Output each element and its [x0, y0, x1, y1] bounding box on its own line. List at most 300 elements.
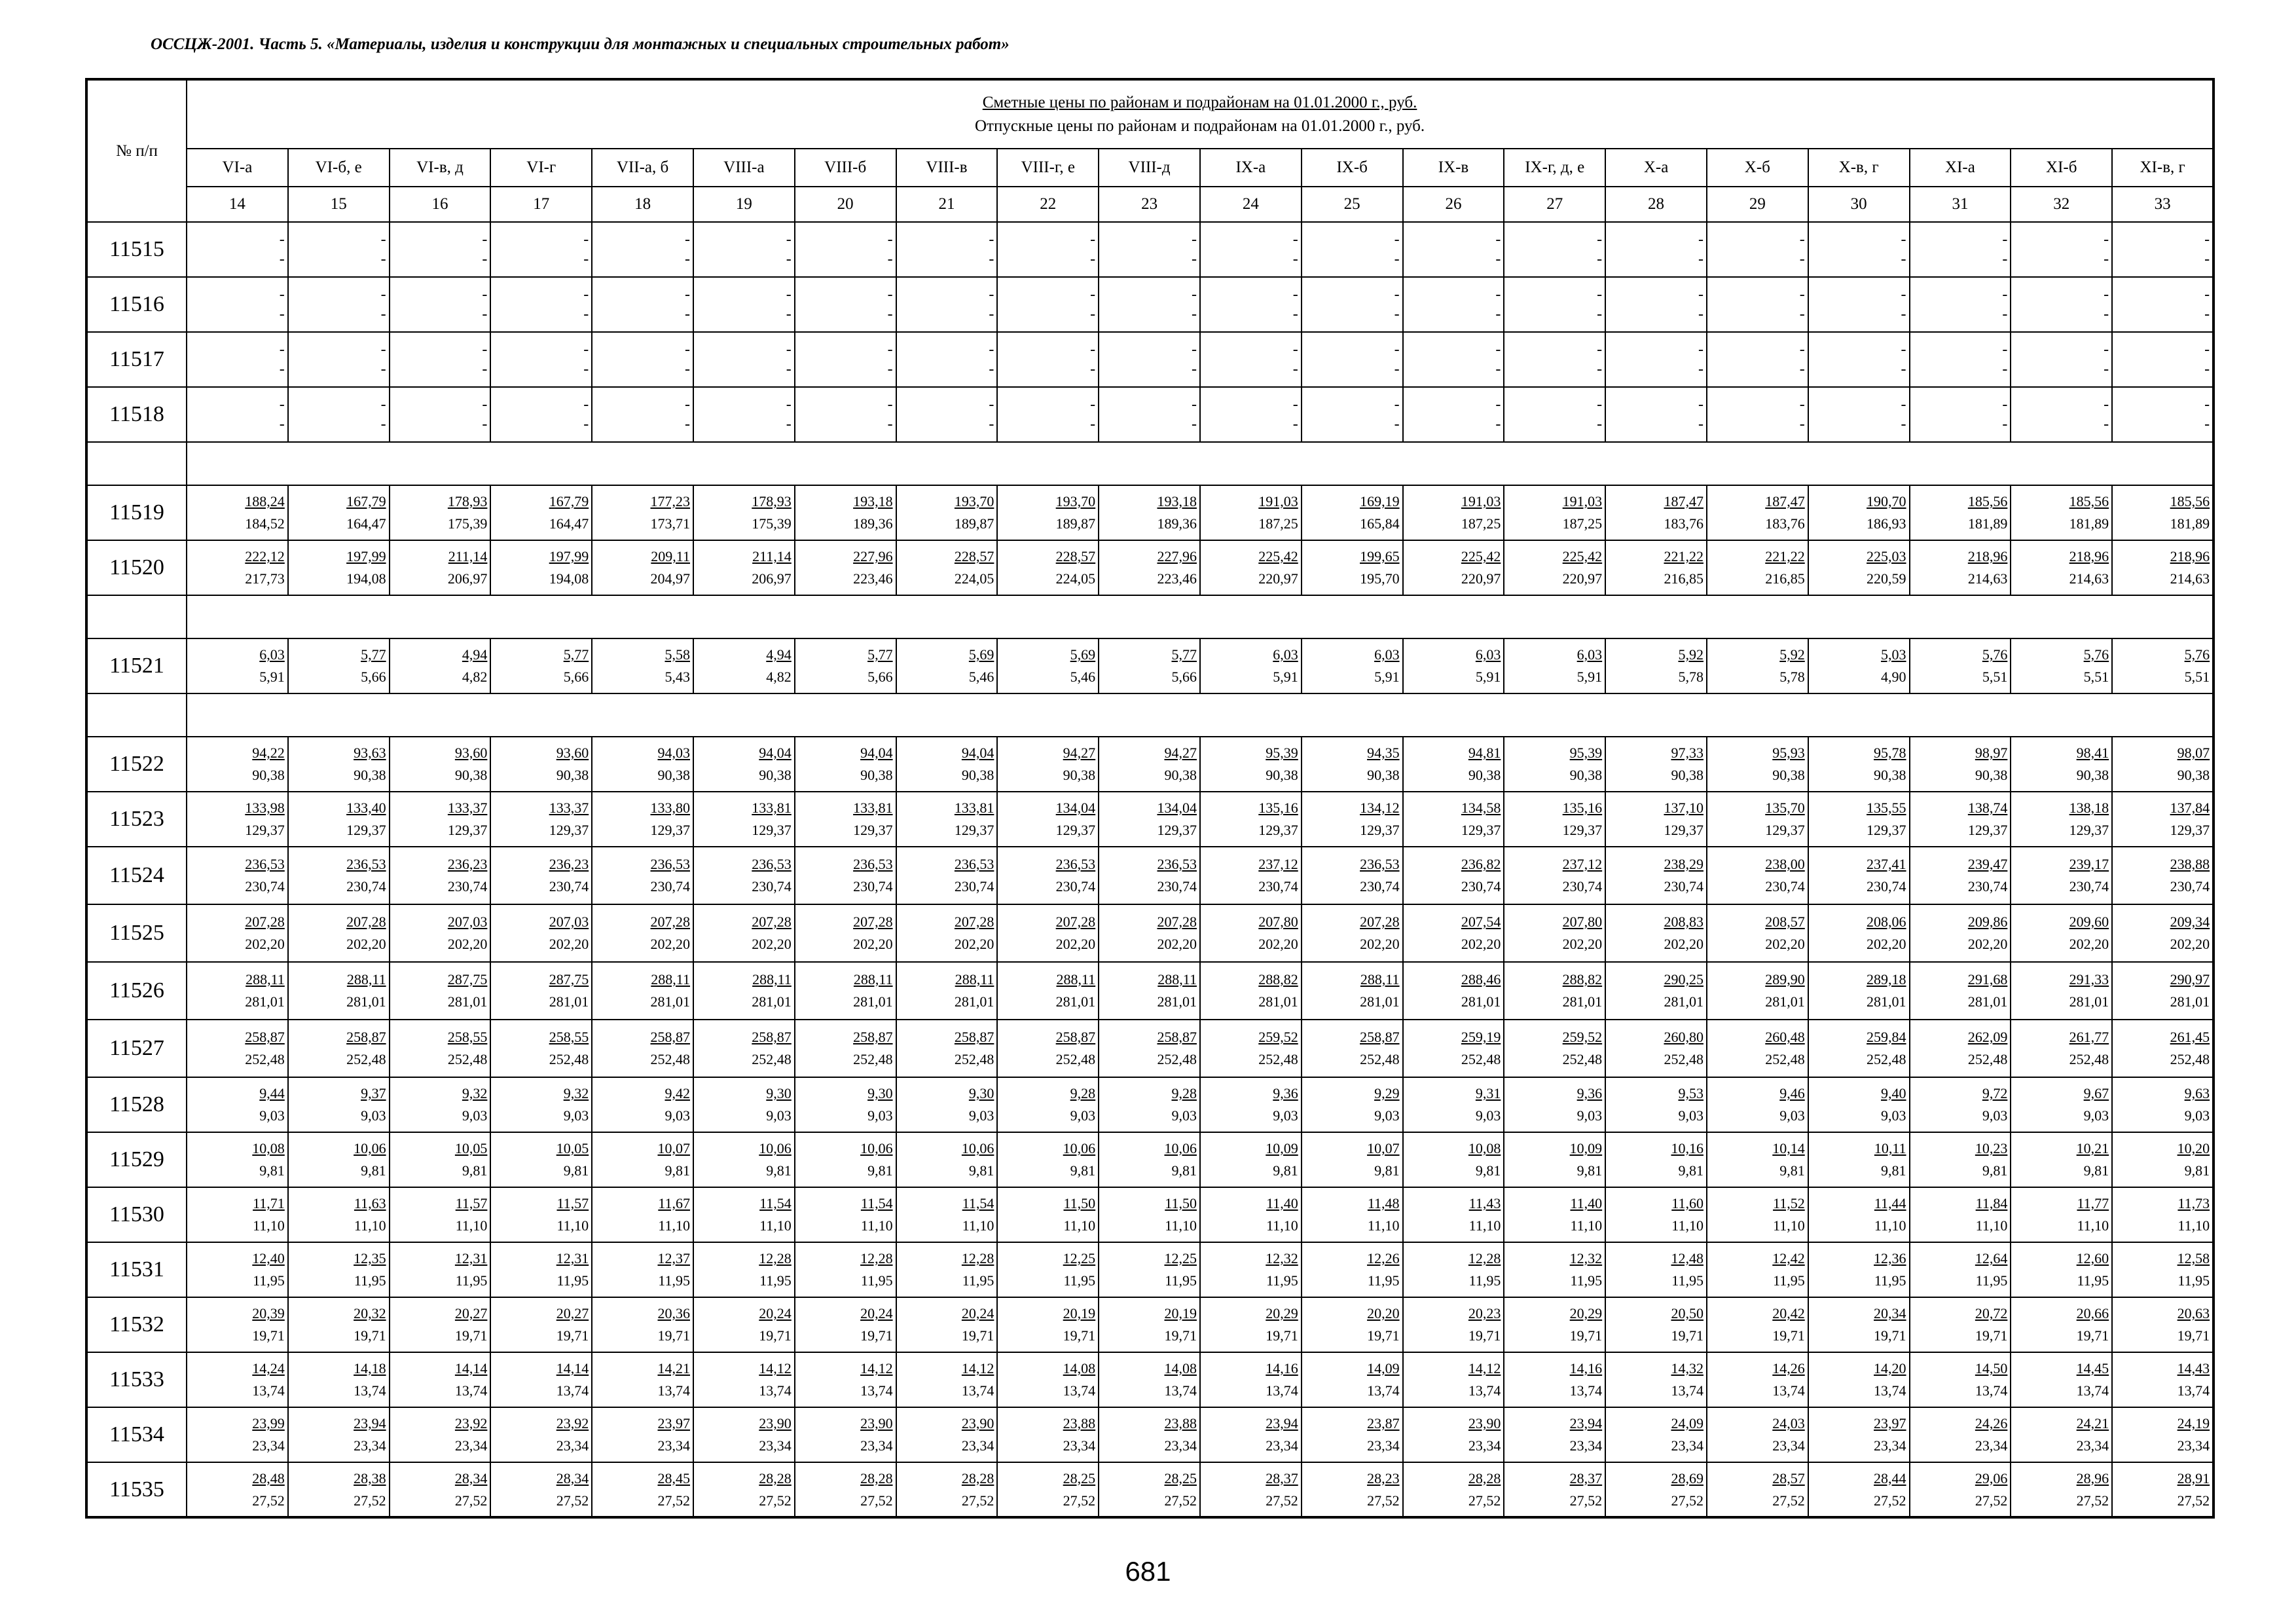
- estimate-price: 14,08: [1063, 1360, 1096, 1376]
- estimate-price: 5,77: [1171, 646, 1197, 663]
- estimate-price: 193,18: [1157, 493, 1197, 509]
- estimate-price: 9,72: [1982, 1085, 2008, 1101]
- estimate-price: 12,40: [252, 1250, 285, 1266]
- price-cell: [997, 1132, 1099, 1187]
- release-price: 27,52: [2076, 1492, 2109, 1509]
- release-price: 281,01: [245, 993, 285, 1010]
- empty-dash: -: [1394, 286, 1400, 303]
- price-cell: [2112, 1132, 2214, 1187]
- price-cell: [2011, 485, 2112, 540]
- price-cell: [1302, 792, 1403, 847]
- row-number-header: № п/п: [86, 79, 187, 222]
- empty-dash: -: [1597, 416, 1603, 433]
- price-cell: [997, 737, 1099, 792]
- price-cell: [896, 1187, 998, 1242]
- estimate-price: 258,87: [245, 1029, 285, 1045]
- price-cell: [1099, 1407, 1200, 1462]
- price-cell: [997, 277, 1099, 332]
- row-code: 11527: [86, 1020, 187, 1077]
- estimate-price: 5,69: [1070, 646, 1096, 663]
- estimate-price: 218,96: [2069, 548, 2109, 564]
- estimate-price: 28,37: [1569, 1469, 1603, 1486]
- release-price: 13,74: [1671, 1382, 1704, 1399]
- price-cell: [1605, 540, 1707, 595]
- estimate-price: 23,88: [1164, 1415, 1197, 1431]
- estimate-price: 97,33: [1671, 745, 1704, 761]
- column-number: 33: [2112, 187, 2214, 222]
- estimate-price: 221,22: [1765, 548, 1805, 564]
- price-cell: [693, 1242, 795, 1297]
- estimate-price: 258,87: [954, 1029, 994, 1045]
- estimate-price: 11,67: [658, 1195, 690, 1211]
- price-cell: [1707, 332, 1808, 387]
- estimate-price: 11,84: [1975, 1195, 2008, 1211]
- price-cell: [1200, 638, 1302, 693]
- release-price: 129,37: [1765, 822, 1805, 838]
- price-cell: [1707, 1020, 1808, 1077]
- price-cell: [1707, 904, 1808, 962]
- price-cell: [1808, 1242, 1910, 1297]
- release-price: 9,03: [2083, 1107, 2109, 1124]
- price-cell: [1910, 1020, 2011, 1077]
- price-cell: [997, 222, 1099, 277]
- release-price: 90,38: [1874, 767, 1906, 783]
- empty-dash: -: [1495, 306, 1501, 323]
- release-price: 230,74: [2170, 878, 2210, 895]
- release-price: 202,20: [245, 936, 285, 952]
- estimate-price: 24,19: [2177, 1415, 2210, 1431]
- estimate-price: 169,19: [1360, 493, 1400, 509]
- release-price: 9,81: [1881, 1162, 1906, 1179]
- price-cell: [1200, 962, 1302, 1020]
- price-cell: [2112, 1407, 2214, 1462]
- price-cell: [288, 962, 390, 1020]
- release-price: 129,37: [1055, 822, 1096, 838]
- estimate-price: 9,28: [1070, 1085, 1096, 1101]
- estimate-price: 288,11: [1360, 971, 1400, 987]
- release-price: 164,47: [346, 515, 386, 532]
- price-cell: [592, 485, 693, 540]
- estimate-price: 289,18: [1867, 971, 1906, 987]
- estimate-price: 10,23: [1975, 1140, 2008, 1156]
- price-cell: [795, 387, 896, 442]
- estimate-price: 11,44: [1874, 1195, 1906, 1211]
- price-cell: [1099, 277, 1200, 332]
- release-price: 281,01: [1157, 993, 1197, 1010]
- empty-dash: -: [2002, 286, 2008, 303]
- estimate-price: 209,60: [2069, 913, 2109, 930]
- estimate-price: 11,50: [1165, 1195, 1197, 1211]
- estimate-price: 11,77: [2077, 1195, 2109, 1211]
- release-price: 129,37: [853, 822, 893, 838]
- price-cell: [1099, 638, 1200, 693]
- release-price: 11,95: [1975, 1272, 2008, 1289]
- empty-dash: -: [1191, 286, 1197, 303]
- release-price: 27,52: [759, 1492, 792, 1509]
- release-price: 19,71: [252, 1327, 285, 1344]
- price-cell: [1200, 904, 1302, 962]
- release-price: 13,74: [1367, 1382, 1400, 1399]
- price-cell: [187, 1407, 288, 1462]
- release-price: 13,74: [657, 1382, 690, 1399]
- estimate-price: 288,11: [651, 971, 690, 987]
- table-row: [86, 387, 2214, 442]
- release-price: 9,81: [1678, 1162, 1704, 1179]
- estimate-price: 23,94: [354, 1415, 386, 1431]
- empty-dash: -: [1799, 341, 1805, 358]
- estimate-price: 134,58: [1461, 800, 1501, 816]
- price-cell: [1910, 1242, 2011, 1297]
- price-cell: [1302, 540, 1403, 595]
- price-cell: [795, 962, 896, 1020]
- estimate-price: 23,92: [556, 1415, 589, 1431]
- price-cell: [2011, 332, 2112, 387]
- estimate-price: 236,53: [1055, 856, 1096, 872]
- estimate-price: 28,25: [1063, 1469, 1096, 1486]
- empty-dash: -: [1901, 361, 1906, 378]
- release-price: 281,01: [1765, 993, 1805, 1010]
- estimate-price: 29,06: [1975, 1469, 2008, 1486]
- price-cell: [1504, 792, 1605, 847]
- empty-dash: -: [1394, 416, 1400, 433]
- release-price: 23,34: [961, 1437, 994, 1454]
- price-cell: [390, 485, 491, 540]
- price-cell: [2011, 1077, 2112, 1132]
- estimate-price: 187,47: [1765, 493, 1805, 509]
- empty-dash: -: [989, 251, 994, 268]
- release-price: 214,63: [2170, 570, 2210, 587]
- row-code: 11534: [86, 1407, 187, 1462]
- empty-dash: -: [2204, 231, 2210, 248]
- estimate-price: 20,36: [657, 1305, 690, 1321]
- release-price: 13,74: [1468, 1382, 1501, 1399]
- price-cell: [1605, 387, 1707, 442]
- price-cell: [288, 1132, 390, 1187]
- estimate-price: 197,99: [549, 548, 589, 564]
- estimate-price: 288,11: [853, 971, 893, 987]
- estimate-price: 12,31: [556, 1250, 589, 1266]
- price-cell: [1910, 222, 2011, 277]
- empty-dash: -: [1901, 306, 1906, 323]
- release-price: 129,37: [1867, 822, 1906, 838]
- price-cell: [2112, 1020, 2214, 1077]
- release-price: 11,95: [860, 1272, 893, 1289]
- estimate-price: 23,90: [759, 1415, 792, 1431]
- price-cell: [1200, 485, 1302, 540]
- price-cell: [795, 1352, 896, 1407]
- price-cell: [592, 222, 693, 277]
- release-price: 129,37: [245, 822, 285, 838]
- release-price: 5,91: [1475, 669, 1501, 685]
- empty-dash: -: [2104, 286, 2109, 303]
- empty-dash: -: [1901, 341, 1906, 358]
- price-cell: [1707, 1077, 1808, 1132]
- estimate-price: 9,30: [968, 1085, 994, 1101]
- estimate-price: 28,28: [860, 1469, 893, 1486]
- estimate-price: 208,83: [1664, 913, 1704, 930]
- empty-dash: -: [786, 231, 792, 248]
- price-cell: [1099, 387, 1200, 442]
- price-cell: [1808, 1407, 1910, 1462]
- estimate-price: 14,20: [1874, 1360, 1906, 1376]
- price-cell: [390, 638, 491, 693]
- release-price: 90,38: [1164, 767, 1197, 783]
- price-cell: [795, 1077, 896, 1132]
- estimate-price: 9,28: [1171, 1085, 1197, 1101]
- price-cell: [1707, 1407, 1808, 1462]
- estimate-price: 11,54: [962, 1195, 994, 1211]
- empty-dash: -: [279, 306, 285, 323]
- estimate-price: 134,04: [1157, 800, 1197, 816]
- release-price: 202,20: [1562, 936, 1603, 952]
- release-price: 230,74: [1967, 878, 2008, 895]
- empty-dash: -: [1698, 396, 1704, 413]
- price-cell: [1200, 1187, 1302, 1242]
- price-cell: [1403, 485, 1504, 540]
- release-price: 164,47: [549, 515, 589, 532]
- estimate-price: 289,90: [1765, 971, 1805, 987]
- price-cell: [1707, 1352, 1808, 1407]
- estimate-price: 236,53: [346, 856, 386, 872]
- estimate-price: 12,25: [1063, 1250, 1096, 1266]
- release-price: 281,01: [1967, 993, 2008, 1010]
- estimate-price: 24,09: [1671, 1415, 1704, 1431]
- release-price: 5,91: [259, 669, 285, 685]
- empty-dash: -: [989, 396, 994, 413]
- empty-dash: -: [1495, 231, 1501, 248]
- estimate-price: 227,96: [1157, 548, 1197, 564]
- release-price: 11,10: [455, 1217, 488, 1234]
- price-cell: [997, 638, 1099, 693]
- price-cell: [187, 1132, 288, 1187]
- price-cell: [592, 1132, 693, 1187]
- row-code: 11519: [86, 485, 187, 540]
- release-price: 19,71: [556, 1327, 589, 1344]
- estimate-price: 135,16: [1258, 800, 1298, 816]
- price-cell: [2011, 540, 2112, 595]
- release-price: 11,95: [1671, 1272, 1704, 1289]
- estimate-price: 20,34: [1874, 1305, 1906, 1321]
- release-price: 220,97: [1258, 570, 1298, 587]
- release-price: 129,37: [1360, 822, 1400, 838]
- release-price: 23,34: [1671, 1437, 1704, 1454]
- release-price: 202,20: [1461, 936, 1501, 952]
- estimate-price: 191,03: [1461, 493, 1501, 509]
- estimate-price: 193,70: [954, 493, 994, 509]
- empty-dash: -: [786, 416, 792, 433]
- estimate-price: 11,40: [1266, 1195, 1298, 1211]
- release-price: 181,89: [2170, 515, 2210, 532]
- price-cell: [1605, 792, 1707, 847]
- price-cell: [187, 792, 288, 847]
- estimate-price: 28,44: [1874, 1469, 1906, 1486]
- estimate-price: 5,76: [2184, 646, 2210, 663]
- price-cell: [592, 962, 693, 1020]
- estimate-price: 211,14: [448, 548, 488, 564]
- estimate-price: 9,67: [2083, 1085, 2109, 1101]
- empty-dash: -: [1495, 396, 1501, 413]
- price-cell: [1302, 1462, 1403, 1517]
- empty-dash: -: [786, 361, 792, 378]
- estimate-price: 94,22: [252, 745, 285, 761]
- price-cell: [1910, 904, 2011, 962]
- price-cell: [288, 1242, 390, 1297]
- empty-dash: -: [2204, 306, 2210, 323]
- estimate-price: 9,30: [867, 1085, 893, 1101]
- release-price: 281,01: [346, 993, 386, 1010]
- estimate-price: 5,76: [1982, 646, 2008, 663]
- price-cell: [2011, 1020, 2112, 1077]
- empty-dash: -: [482, 231, 488, 248]
- release-price: 19,71: [961, 1327, 994, 1344]
- price-cell: [1808, 1077, 1910, 1132]
- price-cell: [1707, 847, 1808, 904]
- release-price: 220,59: [1867, 570, 1906, 587]
- price-cell: [2112, 277, 2214, 332]
- price-cell: [1200, 737, 1302, 792]
- price-cell: [592, 1187, 693, 1242]
- release-price: 9,03: [1881, 1107, 1906, 1124]
- empty-dash: -: [1698, 341, 1704, 358]
- estimate-price: 138,74: [1967, 800, 2008, 816]
- release-price: 13,74: [2076, 1382, 2109, 1399]
- empty-dash: -: [1191, 231, 1197, 248]
- release-price: 27,52: [1164, 1492, 1197, 1509]
- price-cell: [1403, 737, 1504, 792]
- row-code: 11525: [86, 904, 187, 962]
- price-cell: [592, 792, 693, 847]
- price-cell: [2112, 847, 2214, 904]
- price-cell: [390, 387, 491, 442]
- price-cell: [2112, 1352, 2214, 1407]
- estimate-price: 11,60: [1671, 1195, 1704, 1211]
- estimate-price: 28,48: [252, 1469, 285, 1486]
- price-cell: [592, 540, 693, 595]
- release-price: 90,38: [1266, 767, 1298, 783]
- price-cell: [693, 1132, 795, 1187]
- release-price: 202,20: [752, 936, 792, 952]
- release-price: 230,74: [549, 878, 589, 895]
- price-cell: [1302, 962, 1403, 1020]
- price-cell: [187, 277, 288, 332]
- estimate-price: 14,26: [1772, 1360, 1805, 1376]
- estimate-price: 199,65: [1360, 548, 1400, 564]
- column-number: 29: [1707, 187, 1808, 222]
- price-cell: [1605, 847, 1707, 904]
- release-price: 90,38: [759, 767, 792, 783]
- release-price: 5,66: [867, 669, 893, 685]
- region-header: X-б: [1707, 149, 1808, 187]
- release-price: 281,01: [1055, 993, 1096, 1010]
- spacer-cell: [187, 693, 2214, 737]
- column-number: 20: [795, 187, 896, 222]
- price-cell: [1808, 737, 1910, 792]
- estimate-price: 238,00: [1765, 856, 1805, 872]
- empty-dash: -: [989, 361, 994, 378]
- empty-dash: -: [1394, 231, 1400, 248]
- estimate-price: 237,12: [1258, 856, 1298, 872]
- release-price: 184,52: [245, 515, 285, 532]
- release-price: 223,46: [1157, 570, 1197, 587]
- table-row: [86, 737, 2214, 792]
- estimate-price: 207,28: [346, 913, 386, 930]
- estimate-price: 11,50: [1063, 1195, 1096, 1211]
- release-price: 252,48: [650, 1051, 690, 1067]
- row-code: 11531: [86, 1242, 187, 1297]
- estimate-price: 288,11: [955, 971, 994, 987]
- row-code: 11535: [86, 1462, 187, 1517]
- estimate-price: 259,52: [1562, 1029, 1603, 1045]
- estimate-price: 14,21: [657, 1360, 690, 1376]
- price-cell: [2011, 1132, 2112, 1187]
- release-price: 13,74: [354, 1382, 386, 1399]
- price-cell: [997, 485, 1099, 540]
- release-price: 202,20: [2069, 936, 2109, 952]
- price-cell: [2011, 847, 2112, 904]
- price-cell: [490, 387, 592, 442]
- release-price: 252,48: [752, 1051, 792, 1067]
- empty-dash: -: [2104, 341, 2109, 358]
- release-price: 9,81: [361, 1162, 386, 1179]
- estimate-price: 207,28: [245, 913, 285, 930]
- price-cell: [288, 737, 390, 792]
- release-price: 5,66: [563, 669, 589, 685]
- region-header: X-а: [1605, 149, 1707, 187]
- column-number: 17: [490, 187, 592, 222]
- estimate-price: 94,27: [1164, 745, 1197, 761]
- release-price: 27,52: [961, 1492, 994, 1509]
- release-price: 202,20: [954, 936, 994, 952]
- price-cell: [1910, 1462, 2011, 1517]
- region-header: XI-в, г: [2112, 149, 2214, 187]
- estimate-price: 20,42: [1772, 1305, 1805, 1321]
- release-price: 23,34: [1266, 1437, 1298, 1454]
- release-price: 27,52: [1874, 1492, 1906, 1509]
- estimate-price: 167,79: [549, 493, 589, 509]
- release-price: 19,71: [1468, 1327, 1501, 1344]
- release-price: 19,71: [454, 1327, 488, 1344]
- price-cell: [390, 277, 491, 332]
- price-cell: [1707, 485, 1808, 540]
- price-cell: [1099, 1242, 1200, 1297]
- release-price: 5,78: [1678, 669, 1704, 685]
- price-cell: [693, 387, 795, 442]
- release-price: 90,38: [1468, 767, 1501, 783]
- price-cell: [1403, 1407, 1504, 1462]
- price-cell: [1302, 904, 1403, 962]
- release-price: 13,74: [860, 1382, 893, 1399]
- release-price: 252,48: [1967, 1051, 2008, 1067]
- release-price: 27,52: [1772, 1492, 1805, 1509]
- row-code: 11521: [86, 638, 187, 693]
- estimate-price: 258,87: [1360, 1029, 1400, 1045]
- estimate-price: 28,28: [759, 1469, 792, 1486]
- release-price: 220,97: [1461, 570, 1501, 587]
- estimate-price: 9,36: [1576, 1085, 1603, 1101]
- release-price: 9,81: [1982, 1162, 2008, 1179]
- section-spacer-row: [86, 595, 2214, 638]
- price-cell: [1707, 1297, 1808, 1352]
- estimate-price: 23,99: [252, 1415, 285, 1431]
- estimate-price: 258,87: [853, 1029, 893, 1045]
- price-cell: [1910, 847, 2011, 904]
- estimate-price: 94,04: [860, 745, 893, 761]
- estimate-price: 260,80: [1664, 1029, 1704, 1045]
- release-price: 216,85: [1664, 570, 1704, 587]
- section-spacer-row: [86, 442, 2214, 485]
- release-price: 230,74: [1562, 878, 1603, 895]
- price-cell: [693, 1352, 795, 1407]
